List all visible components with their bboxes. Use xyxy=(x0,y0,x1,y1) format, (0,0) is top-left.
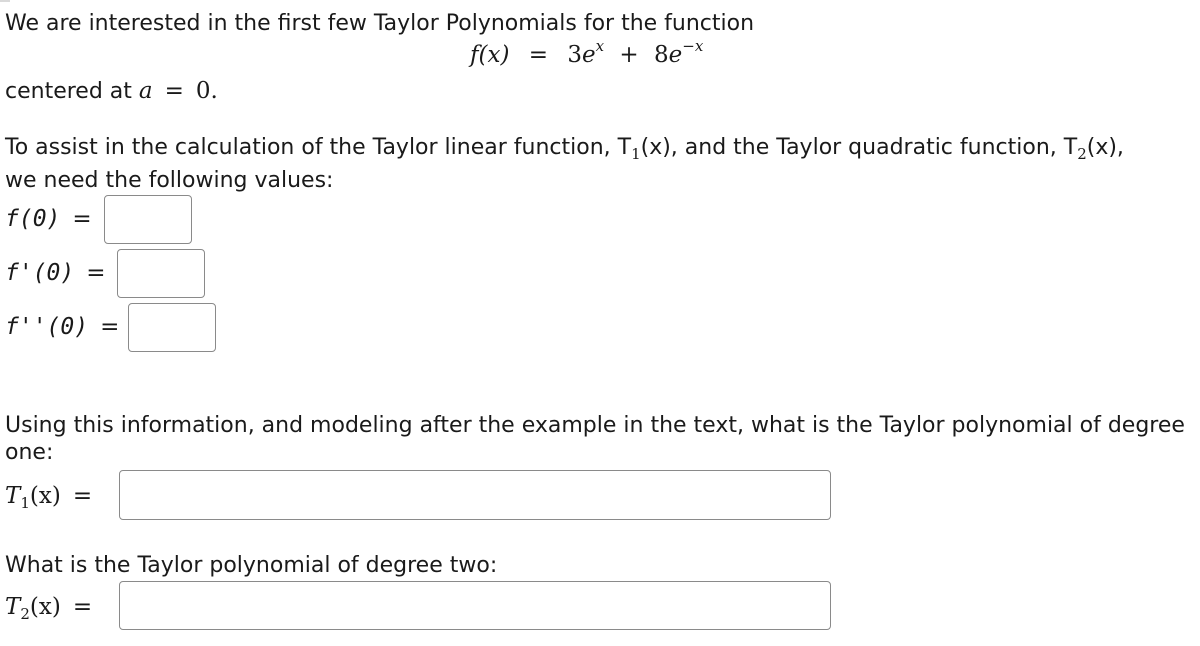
exponent-2: −x xyxy=(682,37,704,55)
top-divider xyxy=(0,0,10,2)
t2-input[interactable] xyxy=(119,581,831,630)
exponent-1: x xyxy=(595,37,605,55)
degree-one-question-line-2: one: xyxy=(5,440,54,465)
t2-sub: 2 xyxy=(20,605,30,623)
coef-b: 8 xyxy=(653,42,669,68)
degree-two-question: What is the Taylor polynomial of degree two: xyxy=(5,553,498,578)
equals-sign: = xyxy=(86,260,106,286)
t1-input[interactable] xyxy=(119,470,831,520)
f-prime-0-input[interactable] xyxy=(117,249,205,298)
exp-base-1: e xyxy=(581,42,596,68)
t1-sub: 1 xyxy=(20,494,30,512)
t2-arg: (x) xyxy=(29,594,61,620)
t1-arg: (x) xyxy=(29,483,61,509)
t1-T: T xyxy=(5,483,21,509)
centered-line xyxy=(5,77,218,106)
value-label-f0 xyxy=(5,205,104,233)
t2-T: T xyxy=(5,594,21,620)
t2-label xyxy=(5,593,104,621)
equals-sign: = xyxy=(164,78,184,104)
assist-line-1: To assist in the calculation of the Taylor linear function, $T_1(x)$, and the Taylor quadratic function, $T_2(x)$, xyxy=(5,135,1124,163)
centered-text: centered at xyxy=(5,79,132,104)
equals-sign: = xyxy=(528,42,549,68)
f2-label: f''(0) xyxy=(5,314,89,340)
function-lhs: f(x) xyxy=(470,42,510,68)
value-label-f1 xyxy=(5,259,118,287)
assist-line-2: we need the following values: xyxy=(5,168,334,193)
center-value: 0. xyxy=(195,78,218,104)
equals-sign: = xyxy=(72,594,93,620)
f0-label: f(0) xyxy=(5,206,61,232)
degree-one-question-line-1: Using this information, and modeling after the example in the text, what is the Taylor polynomial of degree xyxy=(5,413,1185,438)
exp-base-2: e xyxy=(668,42,683,68)
assist-text-c: (x), xyxy=(1086,135,1124,160)
assist-text-a: To assist in the calculation of the Taylor linear function, T xyxy=(5,135,632,160)
f0-input[interactable] xyxy=(104,195,192,244)
equals-sign: = xyxy=(100,314,120,340)
f-double-prime-0-input[interactable] xyxy=(128,303,216,352)
assist-text-b: (x), and the Taylor quadratic function, T xyxy=(640,135,1078,160)
value-label-f2 xyxy=(5,313,131,341)
intro-text: We are interested in the first few Taylor Polynomials for the function xyxy=(5,11,755,36)
plus-sign: + xyxy=(619,42,639,68)
equals-sign: = xyxy=(72,483,93,509)
t1-label xyxy=(5,482,104,510)
coef-a: 3 xyxy=(567,42,582,68)
function-definition xyxy=(470,37,704,69)
equals-sign: = xyxy=(72,206,92,232)
f1-label: f'(0) xyxy=(5,260,75,286)
center-var: a xyxy=(138,78,153,104)
